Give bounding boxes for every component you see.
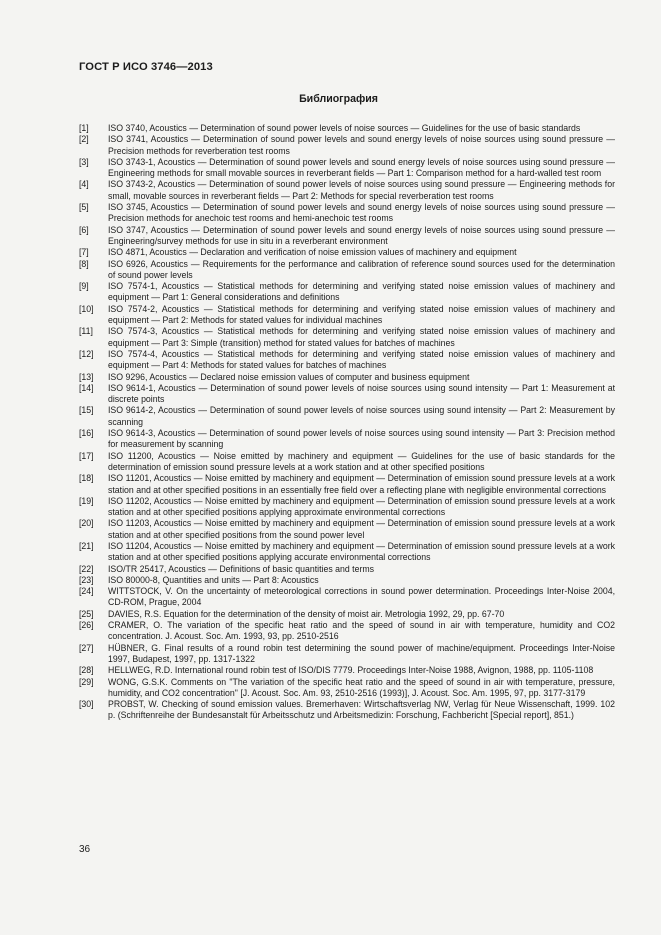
reference-number: [14] (79, 382, 94, 393)
reference-item (79, 372, 615, 383)
reference-item (79, 575, 615, 586)
reference-number: [8] (79, 258, 89, 269)
document-header: ГОСТ Р ИСО 3746—2013 (79, 61, 213, 73)
reference-number: [17] (79, 450, 94, 461)
reference-item (79, 677, 615, 700)
reference-item (79, 157, 615, 180)
reference-item (79, 609, 615, 620)
reference-text: WONG, G.S.K. Comments on "The variation of the specific heat ratio and the speed of sound in air with temperature, pressure, humidity, and CO2 concentration" [J. Acoust. Soc. Am. 93, 2510-2516 (1993)], J. Acoust. Soc. Am. 1995, 97, pp. 3177-3179 (108, 676, 615, 698)
reference-text: ISO 3741, Acoustics — Determination of sound power levels and sound energy levels of noise sources using sound pressure — Precision methods for reverberation test rooms (108, 134, 615, 156)
reference-text: WITTSTOCK, V. On the uncertainty of meteorological corrections in sound power determination. Proceedings Inter-Noise 2004, CD-ROM, Prague, 2004 (108, 586, 615, 608)
reference-item (79, 541, 615, 564)
reference-item (79, 643, 615, 666)
reference-list (79, 123, 615, 722)
reference-item (79, 349, 615, 372)
reference-number: [1] (79, 123, 89, 133)
reference-text: ISO 11201, Acoustics — Noise emitted by machinery and equipment — Determination of emission sound pressure levels at a work station and at other specified positions in an essentially free field over a reflecting plane with negligible environmental corrections (108, 473, 615, 495)
reference-text: DAVIES, R.S. Equation for the determination of the density of moist air. Metrologia 1992, 29, pp. 67-70 (108, 608, 505, 619)
reference-item (79, 451, 615, 474)
reference-item (79, 586, 615, 609)
reference-text: ISO 11202, Acoustics — Noise emitted by machinery and equipment — Determination of emission sound pressure levels at a work station and at other specified positions applying approximate environmental corrections (108, 495, 615, 518)
reference-text: ISO 11203, Acoustics — Noise emitted by machinery and equipment — Determination of emission sound pressure levels at a work station and at other specified positions from the sound power level (108, 518, 615, 540)
reference-item (79, 179, 615, 202)
reference-text: ISO 3743-2, Acoustics — Determination of sound power levels of noise sources using sound pressure — Engineering methods for small, movable sources in reverberant fields — Part 2: Methods for special reverberation test rooms (108, 179, 615, 201)
reference-text: ISO 80000-8, Quantities and units — Part 8: Acoustics (108, 574, 319, 585)
reference-text: CRAMER, O. The variation of the specific heat ratio and the speed of sound in air with temperature, humidity and CO2 concentration. J. Acoust. Soc. Am. 1993, 93, pp. 2510-2516 (108, 620, 615, 642)
reference-item (79, 564, 615, 575)
reference-item (79, 202, 615, 225)
reference-text: ISO 7574-2, Acoustics — Statistical methods for determining and verifying stated noise emission values of machinery and equipment — Part 2: Methods for stated values for individual machines (108, 303, 615, 326)
reference-number: [29] (79, 676, 94, 687)
reference-text: HÜBNER, G. Final results of a round robin test determining the sound power of machine/equipment. Proceedings Inter-Noise 1997, Budapest, 1997, pp. 1317-1322 (108, 642, 615, 664)
reference-text: ISO 3740, Acoustics — Determination of sound power levels of noise sources — Guidelines for the use of basic standards (108, 123, 581, 133)
reference-number: [30] (79, 699, 94, 710)
reference-number: [18] (79, 473, 94, 484)
reference-text: ISO 3743-1, Acoustics — Determination of sound power levels and sound energy levels of noise sources using sound pressure — Engineering methods for small movable sources in reverberant fields — Part 1: Comparison method for a hard-walled test room (108, 156, 615, 179)
reference-text: ISO 11204, Acoustics — Noise emitted by machinery and equipment — Determination of emission sound pressure levels at a work station and at other specified positions applying accurate environmental corrections (108, 540, 615, 563)
reference-number: [20] (79, 518, 94, 529)
reference-item (79, 247, 615, 258)
reference-number: [6] (79, 224, 89, 235)
reference-text: ISO 3745, Acoustics — Determination of sound power levels and sound energy levels of noise sources using sound pressure — Precision methods for anechoic test rooms and hemi-anechoic test rooms (108, 202, 615, 224)
reference-text: ISO 3747, Acoustics — Determination of sound power levels and sound energy levels of noise sources using sound pressure — Engineering/survey methods for use in situ in a reverberant environment (108, 224, 615, 246)
reference-number: [4] (79, 179, 89, 190)
reference-number: [26] (79, 620, 94, 631)
reference-number: [13] (79, 371, 94, 382)
reference-number: [7] (79, 247, 89, 258)
reference-item (79, 496, 615, 519)
reference-text: ISO 9614-1, Acoustics — Determination of sound power levels of noise sources using sound intensity — Part 1: Measurement at discrete points (108, 382, 615, 405)
reference-number: [16] (79, 428, 94, 439)
reference-item (79, 259, 615, 282)
bibliography-title: Библиография (299, 93, 378, 105)
reference-text: ISO 7574-3, Acoustics — Statistical methods for determining and verifying stated noise emission values of machinery and equipment — Part 3: Simple (transition) method for stated values for batches of machines (108, 326, 615, 348)
reference-item (79, 518, 615, 541)
reference-number: [19] (79, 495, 94, 506)
reference-item (79, 326, 615, 349)
reference-text: ISO 4871, Acoustics — Declaration and verification of noise emission values of machinery and equipment (108, 247, 517, 258)
reference-item (79, 699, 615, 722)
reference-item (79, 405, 615, 428)
reference-item (79, 281, 615, 304)
reference-number: [15] (79, 405, 94, 416)
reference-item (79, 473, 615, 496)
reference-item (79, 383, 615, 406)
reference-number: [10] (79, 303, 94, 314)
reference-text: ISO/TR 25417, Acoustics — Definitions of basic quantities and terms (108, 563, 375, 574)
reference-text: ISO 9614-3, Acoustics — Determination of sound power levels of noise sources using sound intensity — Part 3: Precision method for measurement by scanning (108, 428, 615, 450)
reference-text: ISO 6926, Acoustics — Requirements for the performance and calibration of reference sound sources used for the determination of sound power levels (108, 258, 615, 280)
reference-number: [11] (79, 326, 93, 337)
reference-text: HELLWEG, R.D. International round robin test of ISO/DIS 7779. Proceedings Inter-Noise 1988, Avignon, 1988, pp. 1105-1108 (108, 665, 594, 676)
reference-number: [25] (79, 608, 94, 619)
reference-item (79, 620, 615, 643)
page-number: 36 (79, 844, 91, 855)
reference-number: [27] (79, 642, 94, 653)
reference-text: ISO 7574-1, Acoustics — Statistical methods for determining and verifying stated noise emission values of machinery and equipment — Part 1: General considerations and definitions (108, 281, 615, 303)
reference-number: [9] (79, 281, 89, 292)
reference-number: [21] (79, 540, 94, 551)
reference-number: [5] (79, 202, 89, 213)
reference-item (79, 428, 615, 451)
reference-text: ISO 11200, Acoustics — Noise emitted by machinery and equipment — Guidelines for the use of basic standards for the determination of emission sound pressure levels at a work station and at other specified positions (108, 450, 615, 472)
reference-item (79, 123, 615, 134)
reference-text: ISO 9614-2, Acoustics — Determination of sound power levels of noise sources using sound intensity — Part 2: Measurement by scanning (108, 405, 615, 427)
reference-number: [24] (79, 586, 94, 597)
reference-number: [22] (79, 563, 94, 574)
reference-number: [3] (79, 156, 89, 167)
reference-item (79, 225, 615, 248)
reference-text: ISO 7574-4, Acoustics — Statistical methods for determining and verifying stated noise emission values of machinery and equipment — Part 4: Methods for stated values for batches of machines (108, 348, 615, 371)
reference-number: [23] (79, 574, 94, 585)
reference-item (79, 304, 615, 327)
reference-number: [2] (79, 134, 89, 145)
reference-item (79, 134, 615, 157)
reference-number: [28] (79, 665, 94, 676)
reference-text: PROBST, W. Checking of sound emission values. Bremerhaven: Wirtschaftsverlag NW, Verlag für Neue Wissenschaft, 1999. 102 p. (Schriftenreihe der Bundesanstalt für Arbeitsschutz und Arbeitsmedizin: Forschung, Fachbericht [Special report], 851.) (108, 699, 615, 721)
reference-text: ISO 9296, Acoustics — Declared noise emission values of computer and business equipment (108, 371, 470, 382)
reference-item (79, 665, 615, 676)
reference-number: [12] (79, 348, 94, 359)
